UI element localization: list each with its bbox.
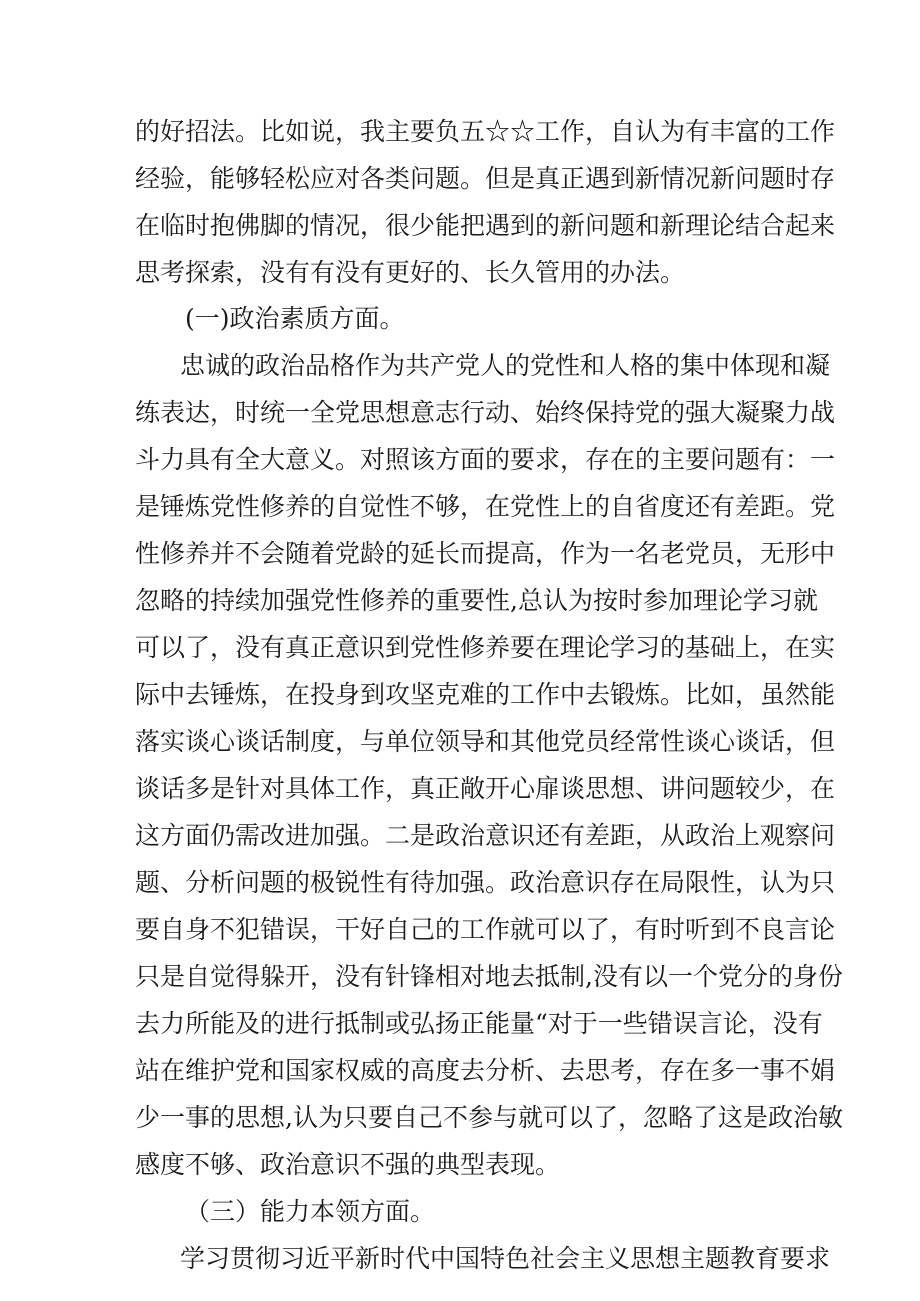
text-line: 经验，能够轻松应对各类问题。但是真正遇到新情况新问题时存 [135, 164, 836, 193]
text-line: 思考探索，没有有没有更好的、长久管用的办法。 [135, 258, 686, 287]
text-line: 是锤炼党性修养的自觉性不够，在党性上的自省度还有差距。党 [135, 492, 836, 521]
text-line: 忠诚的政治品格作为共产党人的党性和人格的集中体现和凝 [180, 351, 831, 380]
text-line: 只是自觉得躲开，没有针锋相对地去抵制,没有以一个党分的身份 [135, 962, 843, 991]
section-heading-politics: (一)政治素质方面。 [185, 304, 405, 333]
text-line: 去力所能及的进行抵制或弘扬正能量“对于一些错误言论，没有 [135, 1009, 823, 1038]
text-line: 落实谈心谈话制度，与单位领导和其他党员经常性谈心谈话，但 [135, 727, 836, 756]
text-line: 题、分析问题的极锐性有待加强。政治意识存在局限性，认为只 [135, 868, 836, 897]
section-heading-ability: （三）能力本领方面。 [185, 1197, 436, 1226]
text-line: 感度不够、政治意识不强的典型表现。 [135, 1150, 561, 1179]
text-line: 斗力具有全大意义。对照该方面的要求，存在的主要问题有：一 [135, 445, 836, 474]
text-line: 的好招法。比如说，我主要负五☆☆工作，自认为有丰富的工作 [135, 117, 836, 146]
text-line: 这方面仍需改进加强。二是政治意识还有差距，从政治上观察问 [135, 821, 836, 850]
text-line: 际中去锤炼，在投身到攻坚克难的工作中去锻炼。比如，虽然能 [135, 680, 836, 709]
text-line: 谈话多是针对具体工作，真正敞开心扉谈思想、讲问题较少，在 [135, 774, 836, 803]
text-line: 少一事的思想,认为只要自己不参与就可以了，忽略了这是政治敏 [135, 1103, 843, 1132]
text-line: 在临时抱佛脚的情况，很少能把遇到的新问题和新理论结合起来 [135, 211, 836, 240]
text-line: 学习贯彻习近平新时代中国特色社会主义思想主题教育要求 [180, 1244, 831, 1273]
text-line: 可以了，没有真正意识到党性修养要在理论学习的基础上，在实 [135, 633, 836, 662]
text-line: 忽略的持续加强党性修养的重要性,总认为按时参加理论学习就 [135, 586, 818, 615]
text-line: 要自身不犯错误，干好自己的工作就可以了，有时听到不良言论 [135, 915, 836, 944]
text-line: 性修养并不会随着党龄的延长而提高，作为一名老党员，无形中 [135, 539, 836, 568]
text-line: 站在维护党和国家权威的高度去分析、去思考，存在多一事不娟 [135, 1056, 836, 1085]
text-line: 练表达，时统一全党思想意志行动、始终保持党的强大凝聚力战 [135, 398, 836, 427]
